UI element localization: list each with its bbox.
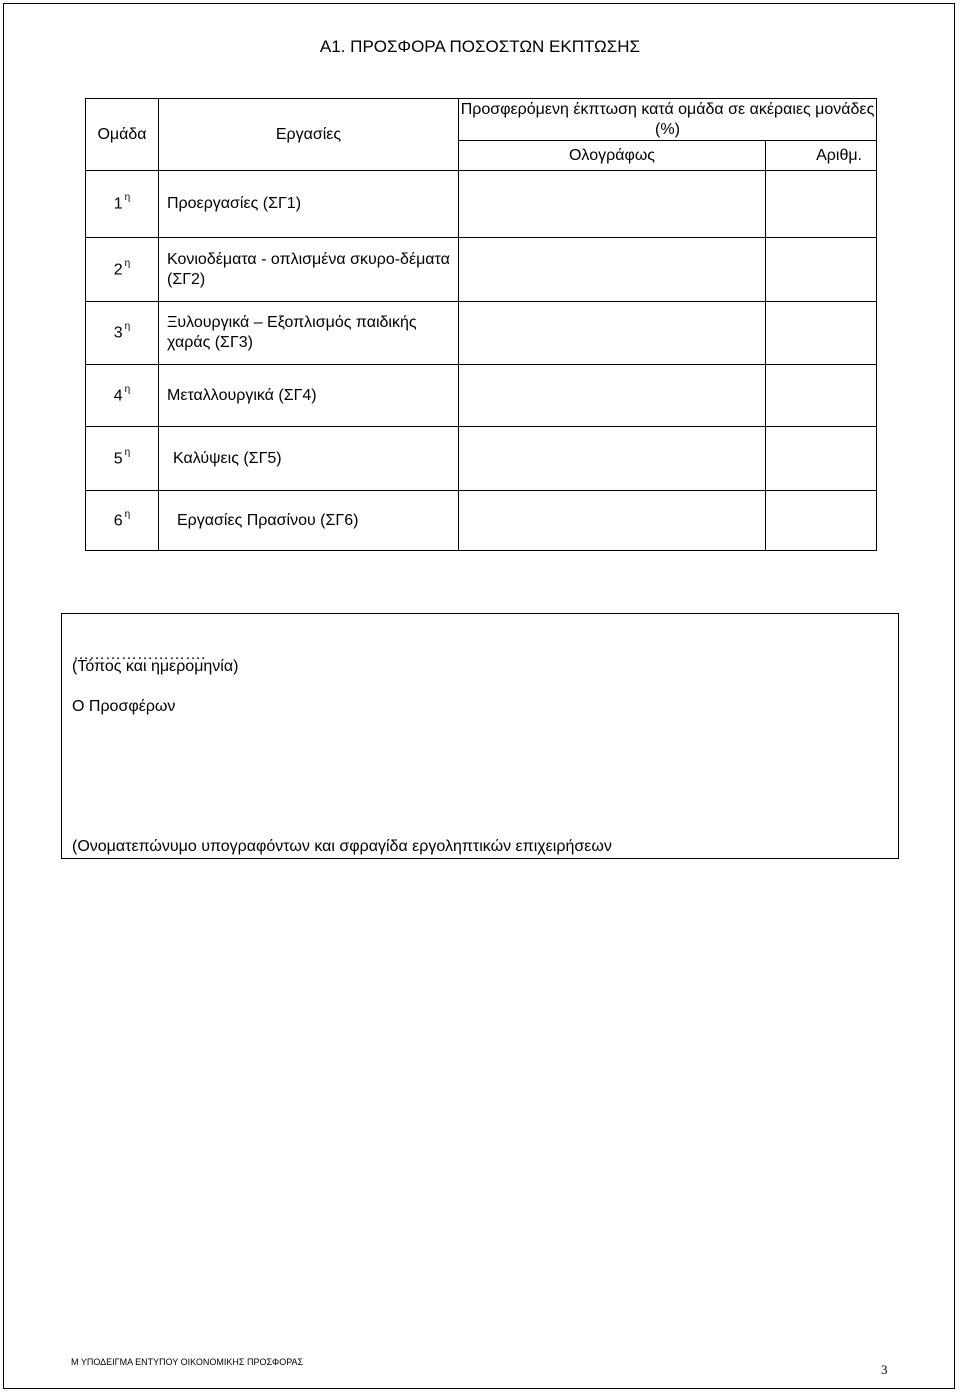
table-row xyxy=(86,302,877,365)
document-title: Α1. ΠΡΟΣΦΟΡΑ ΠΟΣΟΣΤΩΝ ΕΚΠΤΩΣΗΣ xyxy=(319,37,641,56)
group-number: 6 $^\eta$ xyxy=(86,491,159,551)
discount-in-numbers-cell[interactable] xyxy=(766,491,877,551)
in-numbers-header: Αριθμ. xyxy=(766,141,877,171)
table-row xyxy=(86,171,877,238)
discount-in-words-cell[interactable] xyxy=(459,238,766,302)
place-date-label: (Τόπος και ημερομηνία) xyxy=(72,658,239,675)
group-number: 5 $^\eta$ xyxy=(86,427,159,491)
table-row xyxy=(86,491,877,551)
group-number: 4 $^\eta$ xyxy=(86,365,159,427)
discount-offer-table xyxy=(85,98,877,551)
table-header-row xyxy=(86,99,877,141)
work-description: Κονιοδέματα - οπλισμένα σκυρο-δέματα (ΣΓ2) xyxy=(159,238,459,302)
table-row xyxy=(86,365,877,427)
table-row xyxy=(86,238,877,302)
discount-in-numbers-cell[interactable] xyxy=(766,427,877,491)
footer-text: Μ ΥΠΟΔΕΙΓΜΑ ΕΝΤΥΠΟΥ ΟΙΚΟΝΟΜΙΚΗΣ ΠΡΟΣΦΟΡΑΣ xyxy=(71,1357,304,1367)
discount-in-words-cell[interactable] xyxy=(459,427,766,491)
group-header: Ομάδα xyxy=(86,99,159,171)
discount-in-words-cell[interactable] xyxy=(459,171,766,238)
discount-in-numbers-cell[interactable] xyxy=(766,171,877,238)
signature-box xyxy=(61,613,899,859)
place-date-dotted-line[interactable]: ……………………. xyxy=(73,646,206,663)
discount-in-numbers-cell[interactable] xyxy=(766,238,877,302)
page-number: 3 xyxy=(881,1362,888,1377)
discount-in-words-cell[interactable] xyxy=(459,365,766,427)
discount-header: Προσφερόμενη έκπτωση κατά ομάδα σε ακέραιες μονάδες (%) xyxy=(459,99,877,141)
group-number: 1 $^\eta$ xyxy=(86,171,159,238)
group-number: 2 $^\eta$ xyxy=(86,238,159,302)
in-words-header: Ολογράφως xyxy=(459,141,766,171)
work-description: Μεταλλουργικά (ΣΓ4) xyxy=(159,365,459,427)
table-row xyxy=(86,427,877,491)
works-header: Εργασίες xyxy=(159,99,459,171)
work-description: Καλύψεις (ΣΓ5) xyxy=(159,427,459,491)
group-number: 3 $^\eta$ xyxy=(86,302,159,365)
bidder-label: Ο Προσφέρων xyxy=(72,698,176,715)
discount-in-words-cell[interactable] xyxy=(459,491,766,551)
discount-in-numbers-cell[interactable] xyxy=(766,365,877,427)
signatories-label: (Ονοματεπώνυμο υπογραφόντων και σφραγίδα εργοληπτικών επιχειρήσεων xyxy=(72,838,612,855)
work-description: Ξυλουργικά – Εξοπλισμός παιδικής χαράς (ΣΓ3) xyxy=(159,302,459,365)
work-description: Εργασίες Πρασίνου (ΣΓ6) xyxy=(159,491,459,551)
work-description: Προεργασίες (ΣΓ1) xyxy=(159,171,459,238)
discount-in-words-cell[interactable] xyxy=(459,302,766,365)
discount-in-numbers-cell[interactable] xyxy=(766,302,877,365)
